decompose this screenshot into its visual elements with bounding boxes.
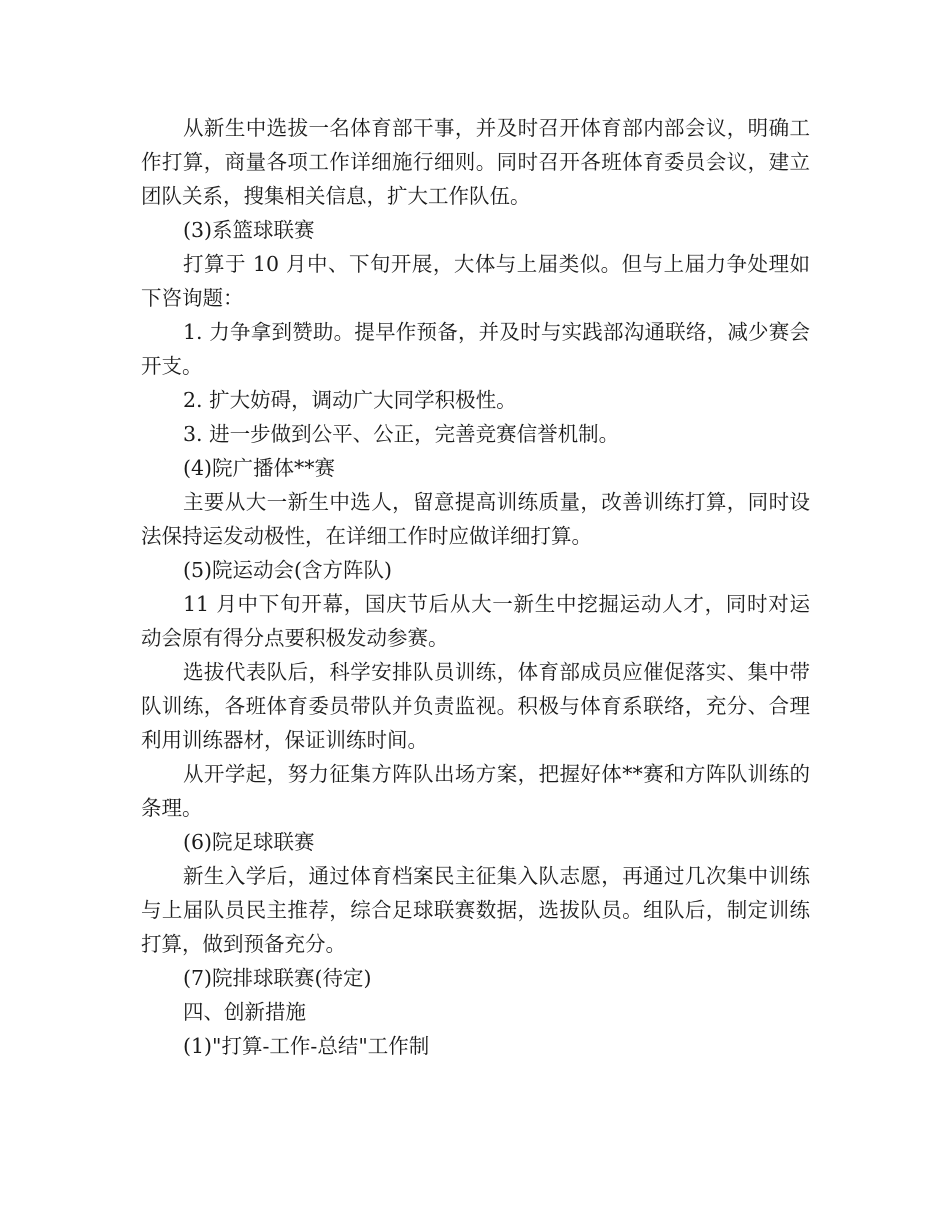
paragraph-sports-meet-schedule: 11 月中下旬开幕，国庆节后从大一新生中挖掘运动人才，同时对运动会原有得分点要积极发动参赛。 [141,592,810,650]
heading-plan-work-summary: (1)"打算-工作-总结"工作制 [183,1034,430,1058]
paragraph-football-league: 新生入学后，通过体育档案民主征集入队志愿，再通过几次集中训练与上届队员民主推荐，综合足球联赛数据，选拔队员。组队后，制定训练打算，做到预备充分。 [141,864,810,956]
list-item-influence: 2. 扩大妨碍，调动广大同学积极性。 [183,388,517,412]
paragraph-selection-meetings: 从新生中选拔一名体育部干事，并及时召开体育部内部会议，明确工作打算，商量各项工作详细施行细则。同时召开各班体育委员会议，建立团队关系，搜集相关信息，扩大工作队伍。 [141,116,810,208]
paragraph-formation-plan: 从开学起，努力征集方阵队出场方案，把握好体**赛和方阵队训练的条理。 [141,762,810,820]
heading-innovation-measures: 四、创新措施 [183,1000,306,1024]
heading-broadcast-exercise: (4)院广播体**赛 [183,456,336,480]
heading-volleyball-league: (7)院排球联赛(待定) [183,966,372,990]
paragraph-broadcast-exercise: 主要从大一新生中选人，留意提高训练质量，改善训练打算，同时设法保持运发动极性，在详细工作时应做详细打算。 [141,490,810,548]
list-item-fairness: 3. 进一步做到公平、公正，完善竞赛信誉机制。 [183,422,620,446]
list-item-sponsorship: 1. 力争拿到赞助。提早作预备，并及时与实践部沟通联络，减少赛会开支。 [141,320,810,378]
heading-sports-meet: (5)院运动会(含方阵队) [183,558,393,582]
document-page [141,111,810,1063]
heading-football-league: (6)院足球联赛 [183,830,315,854]
paragraph-basketball-plan: 打算于 10 月中、下旬开展，大体与上届类似。但与上届力争处理如下咨询题： [141,252,810,310]
paragraph-team-training: 选拔代表队后，科学安排队员训练，体育部成员应催促落实、集中带队训练，各班体育委员带队并负责监视。积极与体育系联络，充分、合理利用训练器材，保证训练时间。 [141,660,810,752]
heading-department-basketball: (3)系篮球联赛 [183,218,315,242]
